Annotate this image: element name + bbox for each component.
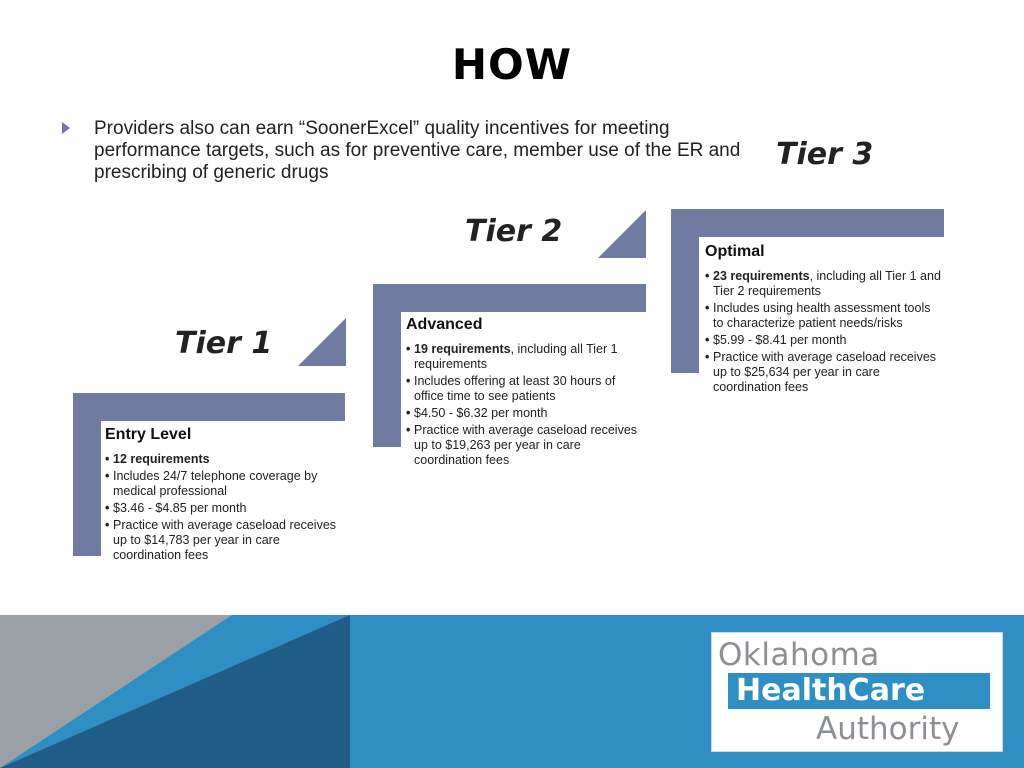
list-item: • 12 requirements: [105, 452, 340, 467]
tier-3-label: Tier 3: [776, 137, 874, 172]
tier-3-step-side: [671, 209, 699, 373]
list-item: • $3.46 - $4.85 per month: [105, 501, 340, 516]
list-item: • Includes offering at least 30 hours of office time to see patients: [406, 374, 646, 404]
list-item: • Practice with average caseload receives up to $19,263 per year in care coordination fees: [406, 423, 646, 468]
logo-line-healthcare: HealthCare: [736, 673, 926, 708]
slide-title: HOW: [451, 40, 573, 89]
tier-2-step-bar: [373, 284, 646, 312]
intro-text: Providers also can earn “SoonerExcel” quality incentives for meeting performance targets, such as for preventive care, member use of the ER and prescribing of generic drugs: [94, 118, 741, 183]
list-item: • Includes using health assessment tools to characterize patient needs/risks: [705, 301, 941, 331]
tier-2-triangle-icon: [598, 210, 646, 258]
tier-1-triangle-icon: [298, 318, 346, 366]
list-item: • 19 requirements, including all Tier 1 requirements: [406, 342, 646, 372]
tier-3-step-bar: [671, 209, 944, 237]
logo-line-oklahoma: Oklahoma: [718, 637, 880, 673]
list-item: • $5.99 - $8.41 per month: [705, 333, 941, 348]
list-item: • 23 requirements, including all Tier 1 and Tier 2 requirements: [705, 269, 941, 299]
tier-2-step-side: [373, 284, 401, 447]
list-item: • Includes 24/7 telephone coverage by medical professional: [105, 469, 340, 499]
list-item: • Practice with average caseload receives up to $25,634 per year in care coordination fees: [705, 350, 941, 395]
tier-1-step-bar: [73, 393, 345, 421]
tier-1-step-side: [73, 393, 101, 556]
tier-1-label: Tier 1: [175, 326, 273, 361]
tier-1-list: [105, 452, 340, 565]
tier-2-list: [406, 342, 646, 470]
tier-2-label: Tier 2: [465, 214, 563, 249]
list-item: • $4.50 - $6.32 per month: [406, 406, 646, 421]
footer-dark-triangle: [0, 615, 350, 768]
list-item: • Practice with average caseload receives up to $14,783 per year in care coordination fees: [105, 518, 340, 563]
oklahoma-healthcare-authority-logo: [711, 632, 1003, 752]
tier-1-title: Entry Level: [105, 426, 192, 443]
tier-3-list: [705, 269, 941, 397]
logo-line-authority: Authority: [816, 711, 960, 747]
tier-3-title: Optimal: [705, 243, 765, 260]
tier-2-title: Advanced: [406, 316, 483, 333]
triangle-bullet-icon: [62, 122, 70, 134]
